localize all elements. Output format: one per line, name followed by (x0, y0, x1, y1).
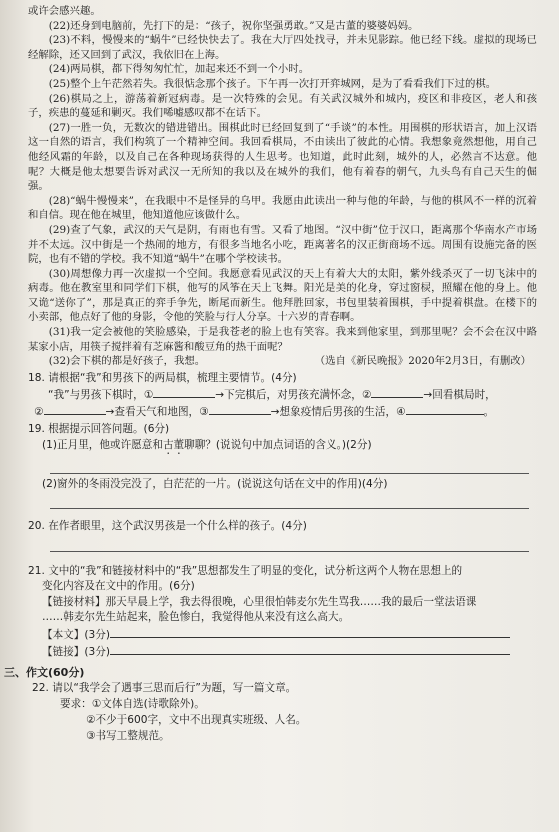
q18-flow-e: →查看天气和地图，③ (105, 406, 209, 419)
q21-ans2-label: 【链接】(3分) (42, 646, 110, 659)
passage-paragraph-26: (26)棋局之上，游荡着新冠病毒。是一次特殊的会见。有关武汉城外和城内，疫区和非疫区，老人和孩子，疾患的蔓延和剿灭。我们唏嘘感叹都不在话下。 (28, 92, 537, 120)
q18-blank-2[interactable] (371, 386, 423, 398)
passage-paragraph-22: (22)还身到电脑前，先打下的是：“孩子，祝你坚强勇敢。”又是古董的婆婆妈妈。 (48, 19, 419, 32)
q18-blank-3[interactable] (44, 403, 106, 415)
q18-blank-1[interactable] (153, 386, 215, 398)
question-20-stem: 20. 在作者眼里，这个武汉男孩是一个什么样的孩子。(4分) (28, 520, 307, 533)
passage-paragraph-32 (28, 354, 537, 369)
q18-flow-a: “我”与男孩下棋时，① (48, 389, 154, 402)
passage-p32-text: (32)会下棋的都是好孩子，我想。 (48, 355, 206, 368)
q19-answer-line-1[interactable] (50, 457, 529, 474)
q19-sub1-a: (1)正月里，他或许愿意和 (42, 438, 163, 451)
question-22-stem: 22. 请以“我学会了遇事三思而后行”为题，写一篇文章。 (32, 681, 297, 694)
q22-requirement-2: ②不少于600字，文中不出现真实班级、人名。 (86, 714, 307, 727)
passage-paragraph-31: (31)我一定会被他的笑脸感染，于是我苍老的脸上也有笑容。我来到他家里，到那里呢？会不会在汉中路某家小店，用筷子搅拌着有芝麻酱和酸豆角的热干面呢？ (28, 326, 537, 353)
passage-line-top: 或许会感兴趣。 (28, 5, 101, 17)
question-19-stem: 19. 根据提示回答问题。(6分) (28, 423, 170, 436)
q21-link-text-1: 【链接材料】那天早晨上学，我去得很晚，心里很怕韩麦尔先生骂我……我的最后一堂法语课 (42, 595, 477, 608)
q21-ans1-label: 【本文】(3分) (42, 628, 110, 641)
q20-answer-line[interactable] (50, 535, 529, 552)
passage-source: （选自《新民晚报》2020年2月3日，有删改） (314, 355, 531, 368)
question-21-stem-2: 变化内容及在文中的作用。(6分) (42, 580, 195, 593)
question-18-flow-line-2: ② →查看天气和地图，③ →想象疫情后男孩的生活，④ 。 (28, 403, 537, 420)
question-18-flow-line-1 (28, 386, 537, 403)
q19-sub1-b: 聊聊？(说说句中加点词语的含义。)(2分) (184, 438, 372, 451)
question-19-sub-2: (2)窗外的冬雨没完没了，白茫茫的一片。(说说这句话在文中的作用)(4分) (42, 477, 388, 490)
passage-paragraph-29: (29)查了气象，武汉的天气是阴，有雨也有雪。又看了地图。“汉中街”位于汉口，距离那个华南水产市场并不太远。汉中街是一个热闹的地方，有很多当地名小吃，距离著名的汉正街商场不远。周围有设施完备的医院，也有不错的学校。我不知道“蜗牛”在哪个学校读书。 (28, 223, 537, 266)
passage-paragraph-25: (25)整个上午茫然若失。我很惦念那个孩子。下午再一次打开弈城网，是为了看看我们下过的棋。 (48, 77, 497, 90)
passage-paragraph-28: (28)“蜗牛慢慢来”，在我眼中不是怪异的乌甲。我愿由此读出一种与他的年龄，与他的棋风不一样的沉着和自信。现在他在城里，他知道他应该做什么。 (28, 194, 537, 222)
q18-blank-5[interactable] (406, 403, 484, 415)
q22-requirement-3: ③书写工整规范。 (86, 730, 170, 743)
q22-requirement-1: 要求：①文体自选(诗歌除外)。 (60, 698, 205, 711)
question-19-sub-1 (28, 438, 537, 457)
q18-flow-c: →回看棋局时， (423, 389, 496, 402)
q21-answer-lianjie (28, 643, 537, 661)
q19-answer-line-2[interactable] (50, 492, 529, 509)
q19-sub1-dotted-word: 古董 (162, 438, 185, 451)
q18-flow-d: ② (34, 406, 44, 419)
question-18-stem: 18. 请根据“我”和男孩下的两局棋，梳理主要情节。(4分) (28, 371, 297, 384)
passage-paragraph-23: (23)不料，慢慢来的“蜗牛”已经快快去了。我在大厅四处找寻，并未见影踪。他已经下线。虚拟的现场已经解除，还又回到了武汉，我依旧在上海。 (28, 34, 537, 61)
passage-paragraph-30: (30)周想像力再一次虚拟一个空间。我愿意看见武汉的天上有着大大的太阳，紫外线杀灭了一切飞沫中的病毒。他在教室里和同学们下棋，他写的风筝在天上飞舞。阳光是美的化身，穿过窗棂，照耀在他的身上。他又诡“送你了”，那是真正的弈手争先，断尾而新生。他拜胜回家，书包里装着围棋，手中提着棋盘。在楼下的小卖部，他点好了他的身影，令他的笑脸与行人分享。十六岁的青春啊。 (28, 267, 537, 324)
passage-paragraph-24: (24)两局棋，都下得匆匆忙忙，加起来还不到一个小时。 (48, 63, 310, 76)
q18-flow-f: →想象疫情后男孩的生活，④ (270, 406, 406, 419)
question-21-stem-1: 21. 文中的“我”和链接材料中的“我”思想都发生了明显的变化，试分析这两个人物在思想上的 (28, 564, 463, 577)
q18-blank-4[interactable] (209, 403, 271, 415)
q21-ans2-blank[interactable] (110, 643, 510, 655)
q21-answer-benwen (28, 626, 537, 644)
q21-ans1-blank[interactable] (110, 626, 510, 638)
q21-link-text-2: ……韩麦尔先生站起来，脸色惨白，我觉得他从来没有这么高大。 (42, 611, 350, 624)
section-3-title: 三、作文(60分) (4, 665, 85, 679)
passage-paragraph-27: (27)一胜一负，无数次的错进错出。围棋此时已经回复到了“手谈”的本性。用围棋的形状语言，加上汉语这一自然的语言，我们构筑了一个精神空间。我回看棋局，不由读出了彼此的心情。我想象竟然想他，用自己他经风霜的年龄，以及自己在各种现场获得的人生思考。也知道，此时此刻，城外的人，必然言不达意。他呢？大概是他太想要告诉对武汉一无所知的我以及在城外的我们，他有着春的朝气，九头鸟有自己天生的倔强。 (28, 121, 537, 193)
q18-flow-b: →下完棋后，对男孩充满怀念，② (215, 389, 372, 402)
